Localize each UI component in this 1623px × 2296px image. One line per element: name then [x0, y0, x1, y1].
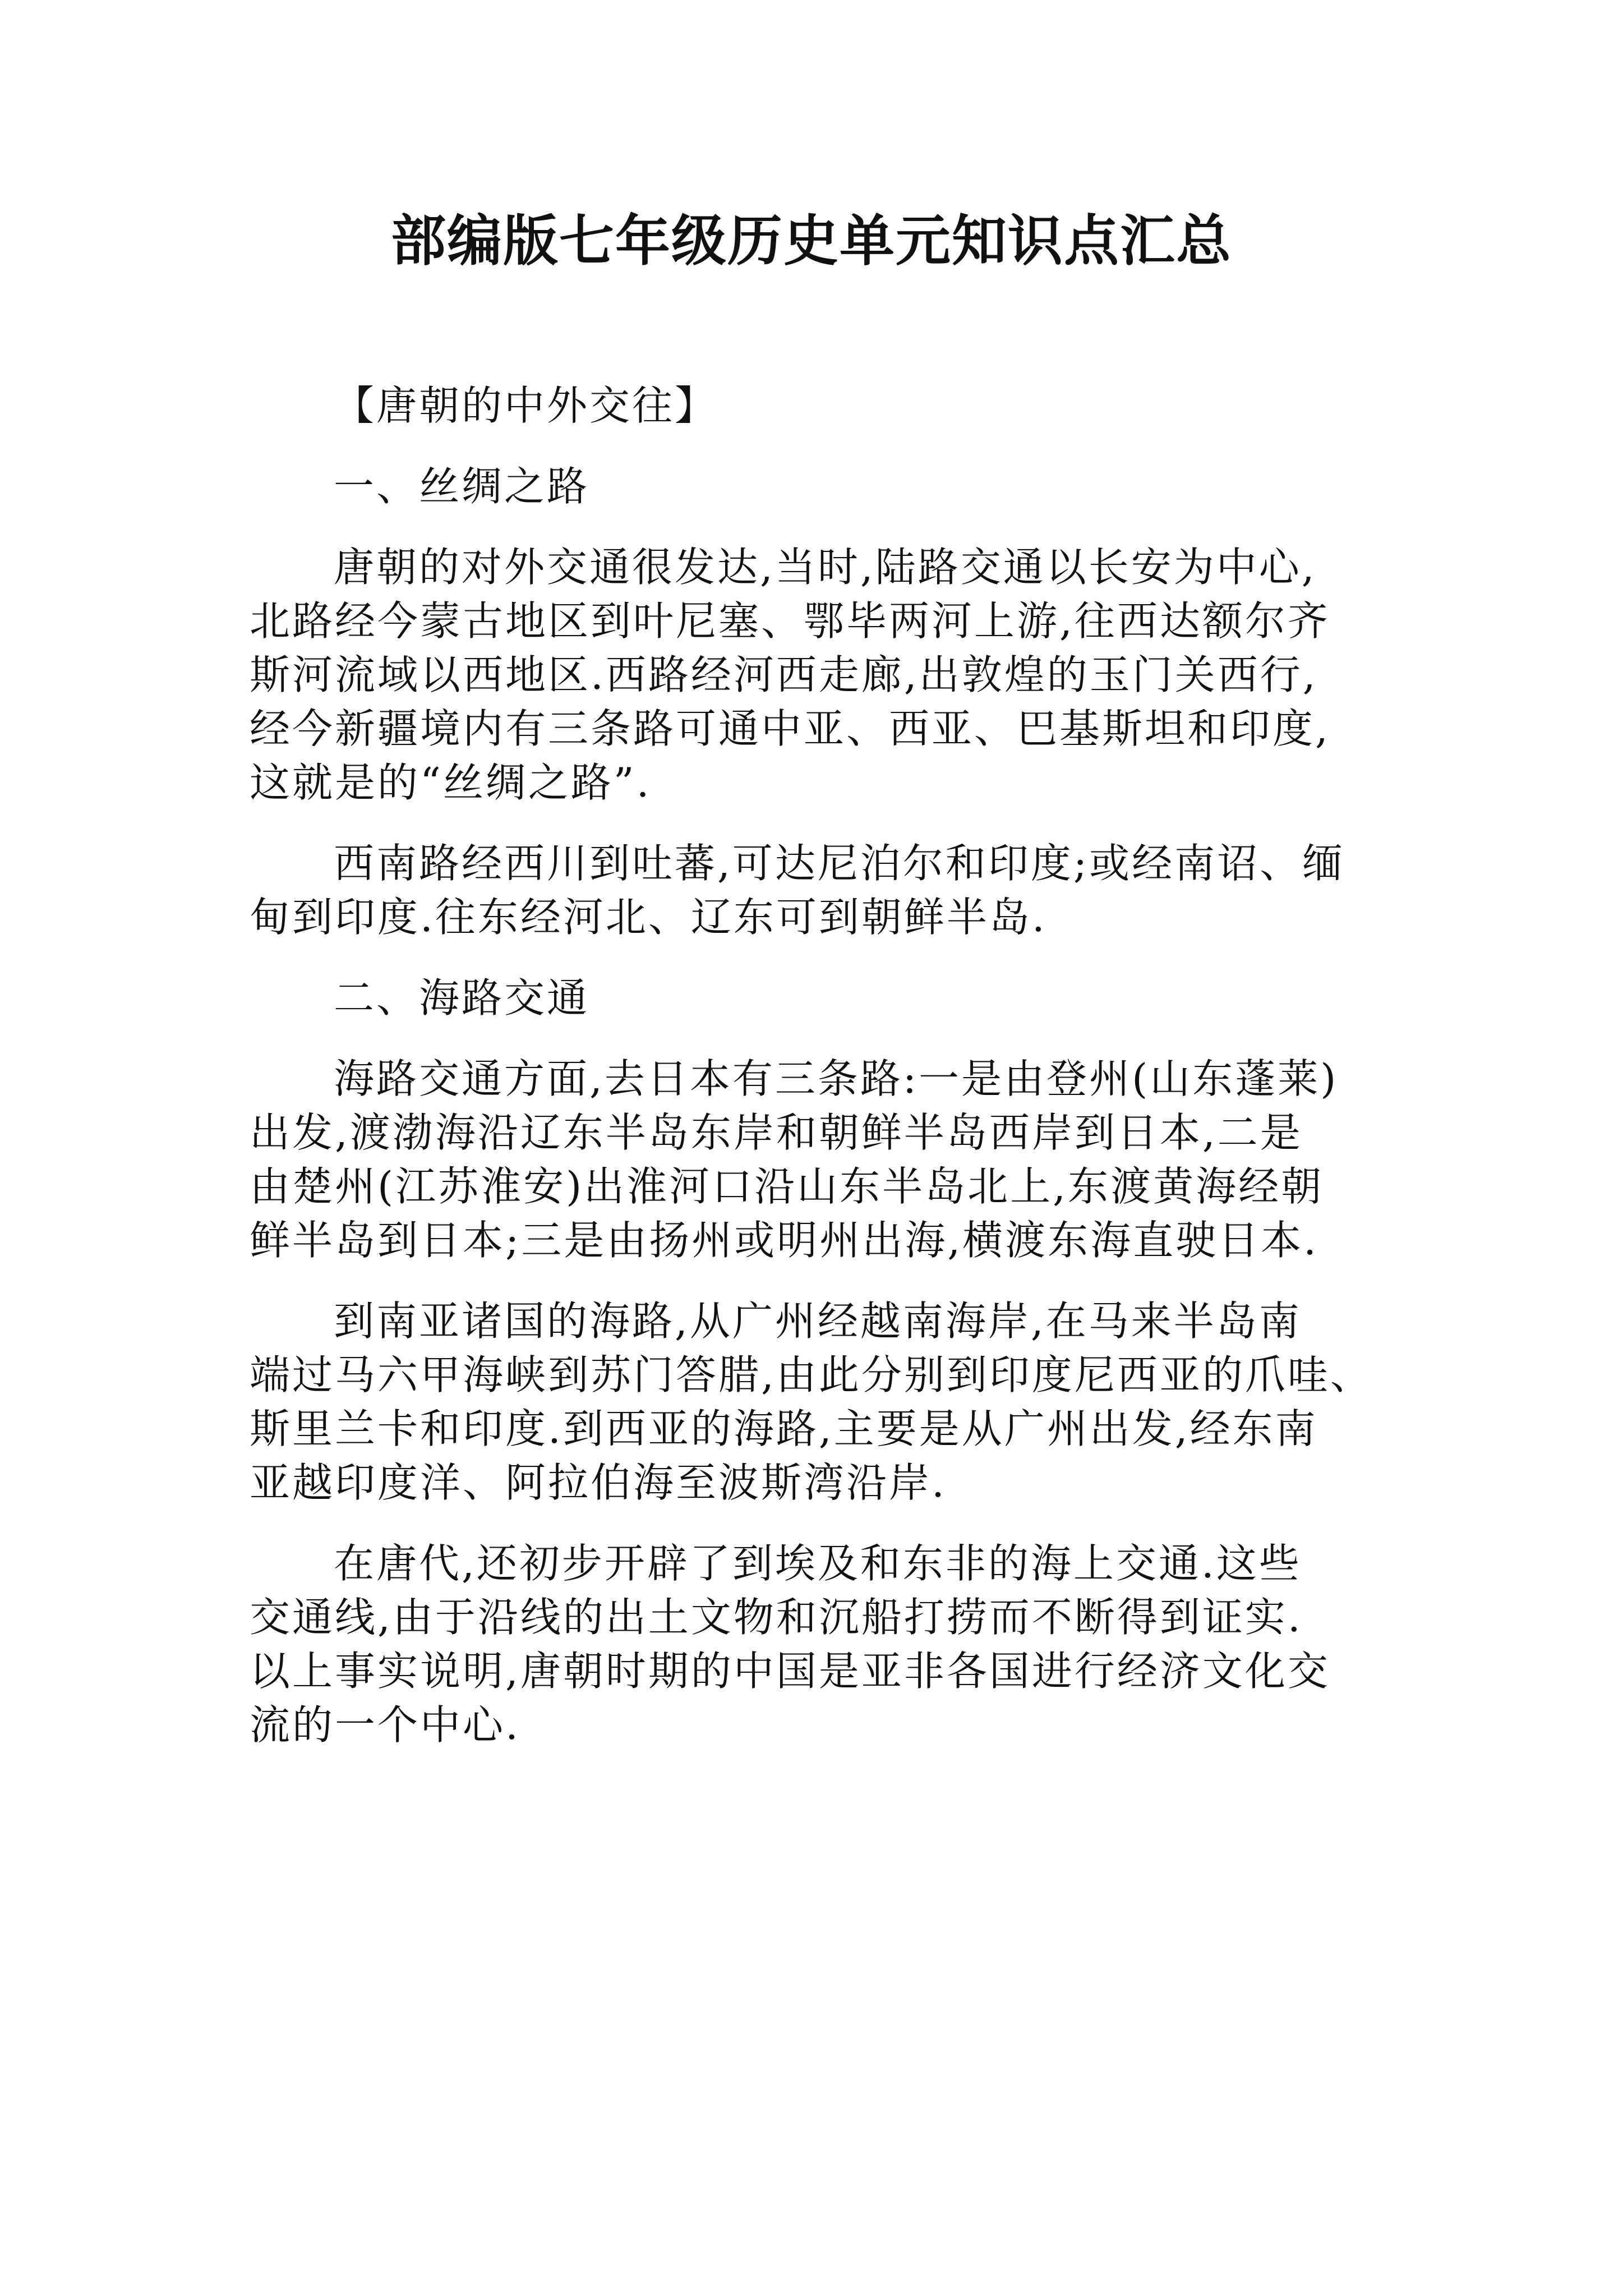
text-line: 亚越印度洋、阿拉伯海至波斯湾沿岸. [250, 1459, 947, 1506]
paragraph-land-routes [250, 540, 1394, 809]
section-heading-text: 【唐朝的中外交往】 [334, 382, 718, 429]
text-line: 这就是的“丝绸之路”. [250, 759, 652, 806]
text-line: 流的一个中心. [250, 1701, 520, 1749]
text-line: 出发,渡渤海沿辽东半岛东岸和朝鲜半岛西岸到日本,二是 [250, 1109, 1303, 1156]
paragraph-south-asia-routes [250, 1294, 1394, 1510]
text-line: 海路交通方面,去日本有三条路:一是由登州(山东蓬莱) [334, 1055, 1339, 1102]
document-title: 部编版七年级历史单元知识点汇总 [390, 209, 1232, 273]
subheading-text: 一、丝绸之路 [334, 463, 590, 510]
spacer [250, 944, 1394, 971]
text-line: 西南路经西川到吐蕃,可达尼泊尔和印度;或经南诏、缅 [334, 840, 1345, 887]
spacer [250, 513, 1394, 540]
section-heading [250, 379, 1394, 432]
document-body [250, 379, 1394, 1752]
text-line: 到南亚诸国的海路,从广州经越南海岸,在马来半岛南 [334, 1297, 1302, 1345]
spacer [250, 432, 1394, 459]
paragraph-japan-routes [250, 1052, 1394, 1267]
text-line: 斯里兰卡和印度.到西亚的海路,主要是从广州出发,经东南 [250, 1405, 1318, 1452]
text-line: 端过马六甲海峡到苏门答腊,由此分别到印度尼西亚的爪哇、 [250, 1351, 1373, 1398]
spacer [250, 1267, 1394, 1294]
paragraph-conclusion [250, 1536, 1394, 1752]
subheading-sea-routes [250, 971, 1394, 1025]
text-line: 北路经今蒙古地区到叶尼塞、鄂毕两河上游,往西达额尔齐 [250, 597, 1330, 645]
text-line: 斯河流域以西地区.西路经河西走廊,出敦煌的玉门关西行, [250, 651, 1318, 698]
subheading-text: 二、海路交通 [334, 974, 590, 1022]
text-line: 经今新疆境内有三条路可通中亚、西亚、巴基斯坦和印度, [250, 705, 1330, 752]
text-line: 由楚州(江苏淮安)出淮河口沿山东半岛北上,东渡黄海经朝 [250, 1163, 1324, 1210]
subheading-silk-road [250, 459, 1394, 513]
text-line: 鲜半岛到日本;三是由扬州或明州出海,横渡东海直驶日本. [250, 1217, 1319, 1264]
text-line: 甸到印度.往东经河北、辽东可到朝鲜半岛. [250, 894, 1047, 941]
spacer [250, 809, 1394, 836]
spacer [250, 1025, 1394, 1052]
spacer [250, 1510, 1394, 1536]
text-line: 在唐代,还初步开辟了到埃及和东非的海上交通.这些 [334, 1540, 1302, 1587]
text-line: 唐朝的对外交通很发达,当时,陆路交通以长安为中心, [334, 544, 1317, 591]
text-line: 以上事实说明,唐朝时期的中国是亚非各国进行经济文化交 [250, 1648, 1330, 1695]
text-line: 交通线,由于沿线的出土文物和沉船打捞而不断得到证实. [250, 1594, 1303, 1641]
paragraph-southwest-routes [250, 836, 1394, 944]
